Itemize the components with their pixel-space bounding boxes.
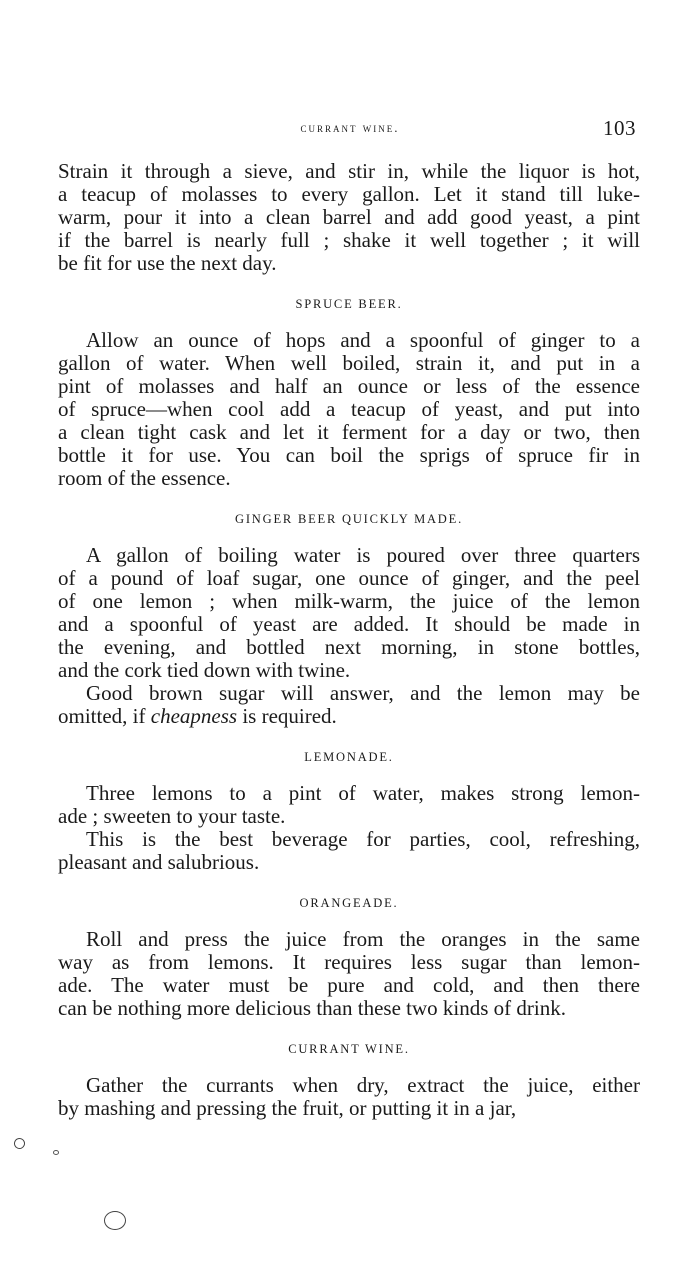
section-heading: SPRUCE BEER. [295,297,403,311]
text-line: Good brown sugar will answer, and the lemon may be [86,681,640,705]
text-line: bottle it for use. You can boil the sprigs of spruce fir in [58,443,640,467]
text-line: room of the essence. [58,466,231,490]
section-heading: CURRANT WINE. [288,1042,410,1056]
text-line: be fit for use the next day. [58,251,277,275]
text-line: gallon of water. When well boiled, strain it, and put in a [58,351,640,375]
text-line: way as from lemons. It requires less sugar than lemon- [58,950,640,974]
running-head [0,116,700,140]
text-line: a clean tight cask and let it ferment for a day or two, then [58,420,640,444]
text-line: This is the best beverage for parties, cool, refreshing, [86,827,640,851]
paper-speck [104,1211,126,1230]
text-line: Three lemons to a pint of water, makes strong lemon- [86,781,640,805]
text-line: pint of molasses and half an ounce or less of the essence [58,374,640,398]
paper-speck [53,1150,59,1155]
text-line: the evening, and bottled next morning, in stone bottles, [58,635,640,659]
text-line: of spruce—when cool add a teacup of yeast, and put into [58,397,640,421]
text-line: ade. The water must be pure and cold, and then there [58,973,640,997]
text-line: pleasant and salubrious. [58,850,260,874]
text-line: Gather the currants when dry, extract the juice, either [86,1073,640,1097]
page-body [58,160,640,1120]
text-line: ade ; sweeten to your taste. [58,804,286,828]
paragraph [58,682,640,728]
section-heading: ORANGEADE. [299,896,399,910]
page-number: 103 [603,116,636,140]
text-line: can be nothing more delicious than these two kinds of drink. [58,996,566,1020]
text-line: and the cork tied down with twine. [58,658,351,682]
paragraph [58,544,640,682]
text-line: Roll and press the juice from the oranges in the same [86,927,640,951]
paragraph [58,1074,640,1120]
text-line: Strain it through a sieve, and stir in, while the liquor is hot, [58,159,640,183]
paragraph [58,928,640,1020]
text-line: of a pound of loaf sugar, one ounce of ginger, and the peel [58,566,640,590]
text-line: a teacup of molasses to every gallon. Let it stand till luke- [58,182,640,206]
text-line: Allow an ounce of hops and a spoonful of ginger to a [86,328,640,352]
section-heading: GINGER BEER QUICKLY MADE. [235,512,463,526]
text-line: by mashing and pressing the fruit, or putting it in a jar, [58,1096,517,1120]
text-line: A gallon of boiling water is poured over three quarters [86,543,640,567]
paper-speck [12,1136,26,1150]
paragraph [58,828,640,874]
section-heading: LEMONADE. [304,750,394,764]
emphasis: cheapness [150,704,238,728]
text-line: of one lemon ; when milk-warm, the juice of the lemon [58,589,640,613]
text-line: warm, pour it into a clean barrel and add good yeast, a pint [58,205,640,229]
paragraph [58,782,640,828]
running-title: currant wine. [300,120,400,135]
text-line: omitted, if cheapness is required. [58,704,337,728]
paragraph [58,329,640,490]
text-line: if the barrel is nearly full ; shake it well together ; it will [58,228,640,252]
paragraph [58,160,640,275]
text-line: and a spoonful of yeast are added. It should be made in [58,612,640,636]
